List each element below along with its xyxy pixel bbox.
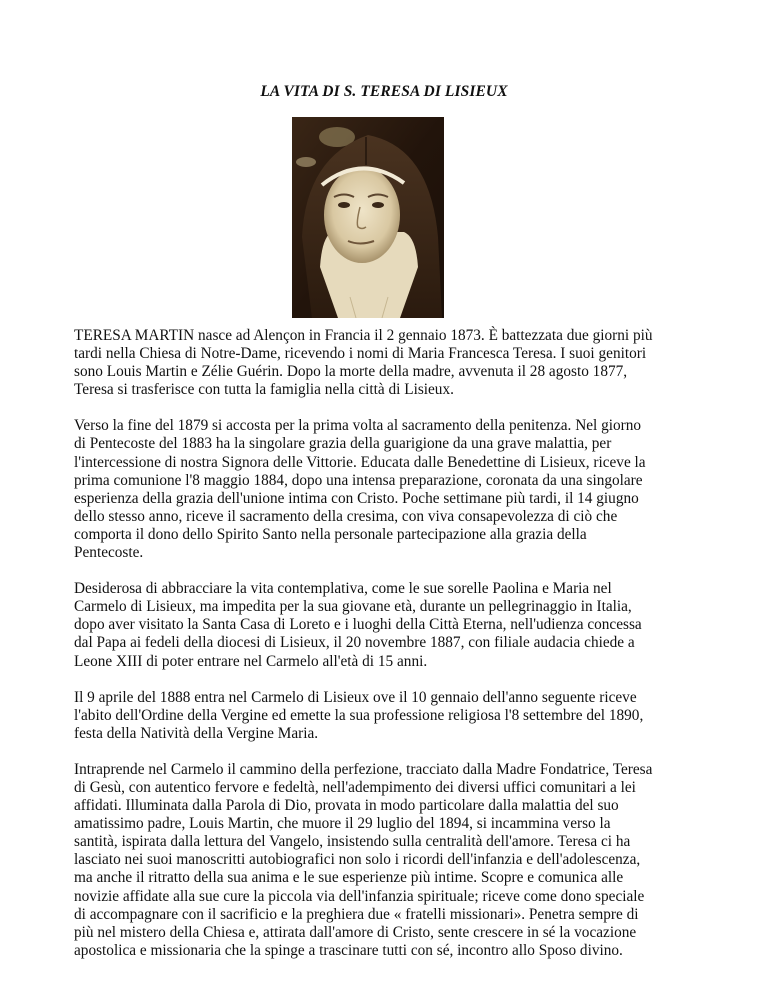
- text-line: di Gesù, con autentico fervore e fedeltà, nell'adempimento dei diversi uffici comunitari a lei: [74, 778, 636, 796]
- text-line: dal Papa ai fedeli della diocesi di Lisieux, il 20 novembre 1887, con filiale audacia chiede a: [74, 634, 635, 652]
- text-line: amatissimo padre, Louis Martin, che muore il 29 luglio del 1894, si incammina verso la: [74, 815, 611, 833]
- text-line: santità, ispirata dalla lettura del Vangelo, insistendo sulla centralità dell'amore. Teresa ci ha: [74, 833, 631, 851]
- paragraph-carmel-entry: [74, 689, 714, 743]
- text-line: Verso la fine del 1879 si accosta per la prima volta al sacramento della penitenza. Nel giorno: [74, 417, 642, 435]
- paragraph-perfection: [74, 761, 714, 960]
- text-line: esperienza della grazia dell'unione intima con Cristo. Poche settimane più tardi, il 14 giugno: [74, 489, 639, 507]
- text-line: dello stesso anno, riceve il sacramento della cresima, con viva consapevolezza di ciò che: [74, 507, 618, 525]
- paragraph-sacraments: [74, 417, 714, 562]
- text-line: più nel mistero della Chiesa e, attirata dall'amore di Cristo, sente crescere in sé la vocazione: [74, 923, 637, 941]
- text-line: di accompagnare con il sacrificio e la preghiera due « fratelli missionari». Penetra sempre di: [74, 905, 639, 923]
- portrait-photo: [292, 117, 444, 318]
- portrait-photo-icon: [292, 117, 444, 318]
- text-line: Il 9 aprile del 1888 entra nel Carmelo di Lisieux ove il 10 gennaio dell'anno seguente riceve: [74, 688, 637, 706]
- text-line: Carmelo di Lisieux, ma impedita per la sua giovane età, durante un pellegrinaggio in Italia,: [74, 598, 632, 616]
- text-line: ma anche il ritratto della sua anima e le sue esperienze più intime. Scopre e comunica alle: [74, 869, 624, 887]
- text-line: Teresa si trasferisce con tutta la famiglia nella città di Lisieux.: [74, 381, 454, 399]
- text-line: lasciato nei suoi manoscritti autobiografici non solo i ricordi dell'infanzia e dell'adolescenza,: [74, 851, 641, 869]
- text-line: comporta il dono dello Spirito Santo nella personale partecipazione alla grazia della: [74, 525, 587, 543]
- document-title: LA VITA DI S. TERESA DI LISIEUX: [260, 83, 508, 100]
- text-line: novizie affidate alla sue cure la piccola via dell'infanzia spirituale; riceve come dono speciale: [74, 887, 645, 905]
- text-line: sono Louis Martin e Zélie Guérin. Dopo la morte della madre, avvenuta il 28 agosto 1877,: [74, 363, 628, 381]
- text-line: tardi nella Chiesa di Notre-Dame, ricevendo i nomi di Maria Francesca Teresa. I suoi genitori: [74, 345, 647, 363]
- text-line: affidati. Illuminata dalla Parola di Dio, provata in modo particolare dalla malattia del suo: [74, 797, 619, 815]
- text-line: Pentecoste.: [74, 544, 144, 562]
- document-body: [74, 327, 714, 978]
- text-line: l'abito dell'Ordine della Vergine ed emette la sua professione religiosa l'8 settembre del 1890,: [74, 706, 644, 724]
- text-line: TERESA MARTIN nasce ad Alençon in Francia il 2 gennaio 1873. È battezzata due giorni più: [74, 327, 653, 344]
- text-line: dopo aver visitato la Santa Casa di Loreto e i luoghi della Città Eterna, nell'udienza concessa: [74, 616, 642, 634]
- text-line: l'intercessione di nostra Signora delle Vittorie. Educata dalle Benedettine di Lisieux, riceve la: [74, 453, 646, 471]
- text-line: di Pentecoste del 1883 ha la singolare grazia della guarigione da una grave malattia, per: [74, 435, 612, 453]
- text-line: Desiderosa di abbracciare la vita contemplativa, come le sue sorelle Paolina e Maria nel: [74, 580, 612, 598]
- text-line: prima comunione l'8 maggio 1884, dopo una intensa preparazione, coronata da una singolare: [74, 471, 643, 489]
- text-line: festa della Natività della Vergine Maria.: [74, 724, 319, 742]
- text-line: apostolica e missionaria che la spinge a trascinare tutti con sé, incontro allo Sposo divino.: [74, 941, 623, 959]
- text-line: Intraprende nel Carmelo il cammino della perfezione, tracciato dalla Madre Fondatrice, Teresa: [74, 760, 653, 778]
- paragraph-birth: [74, 327, 714, 399]
- text-line: Leone XIII di poter entrare nel Carmelo all'età di 15 anni.: [74, 652, 428, 670]
- paragraph-pilgrimage: [74, 580, 714, 670]
